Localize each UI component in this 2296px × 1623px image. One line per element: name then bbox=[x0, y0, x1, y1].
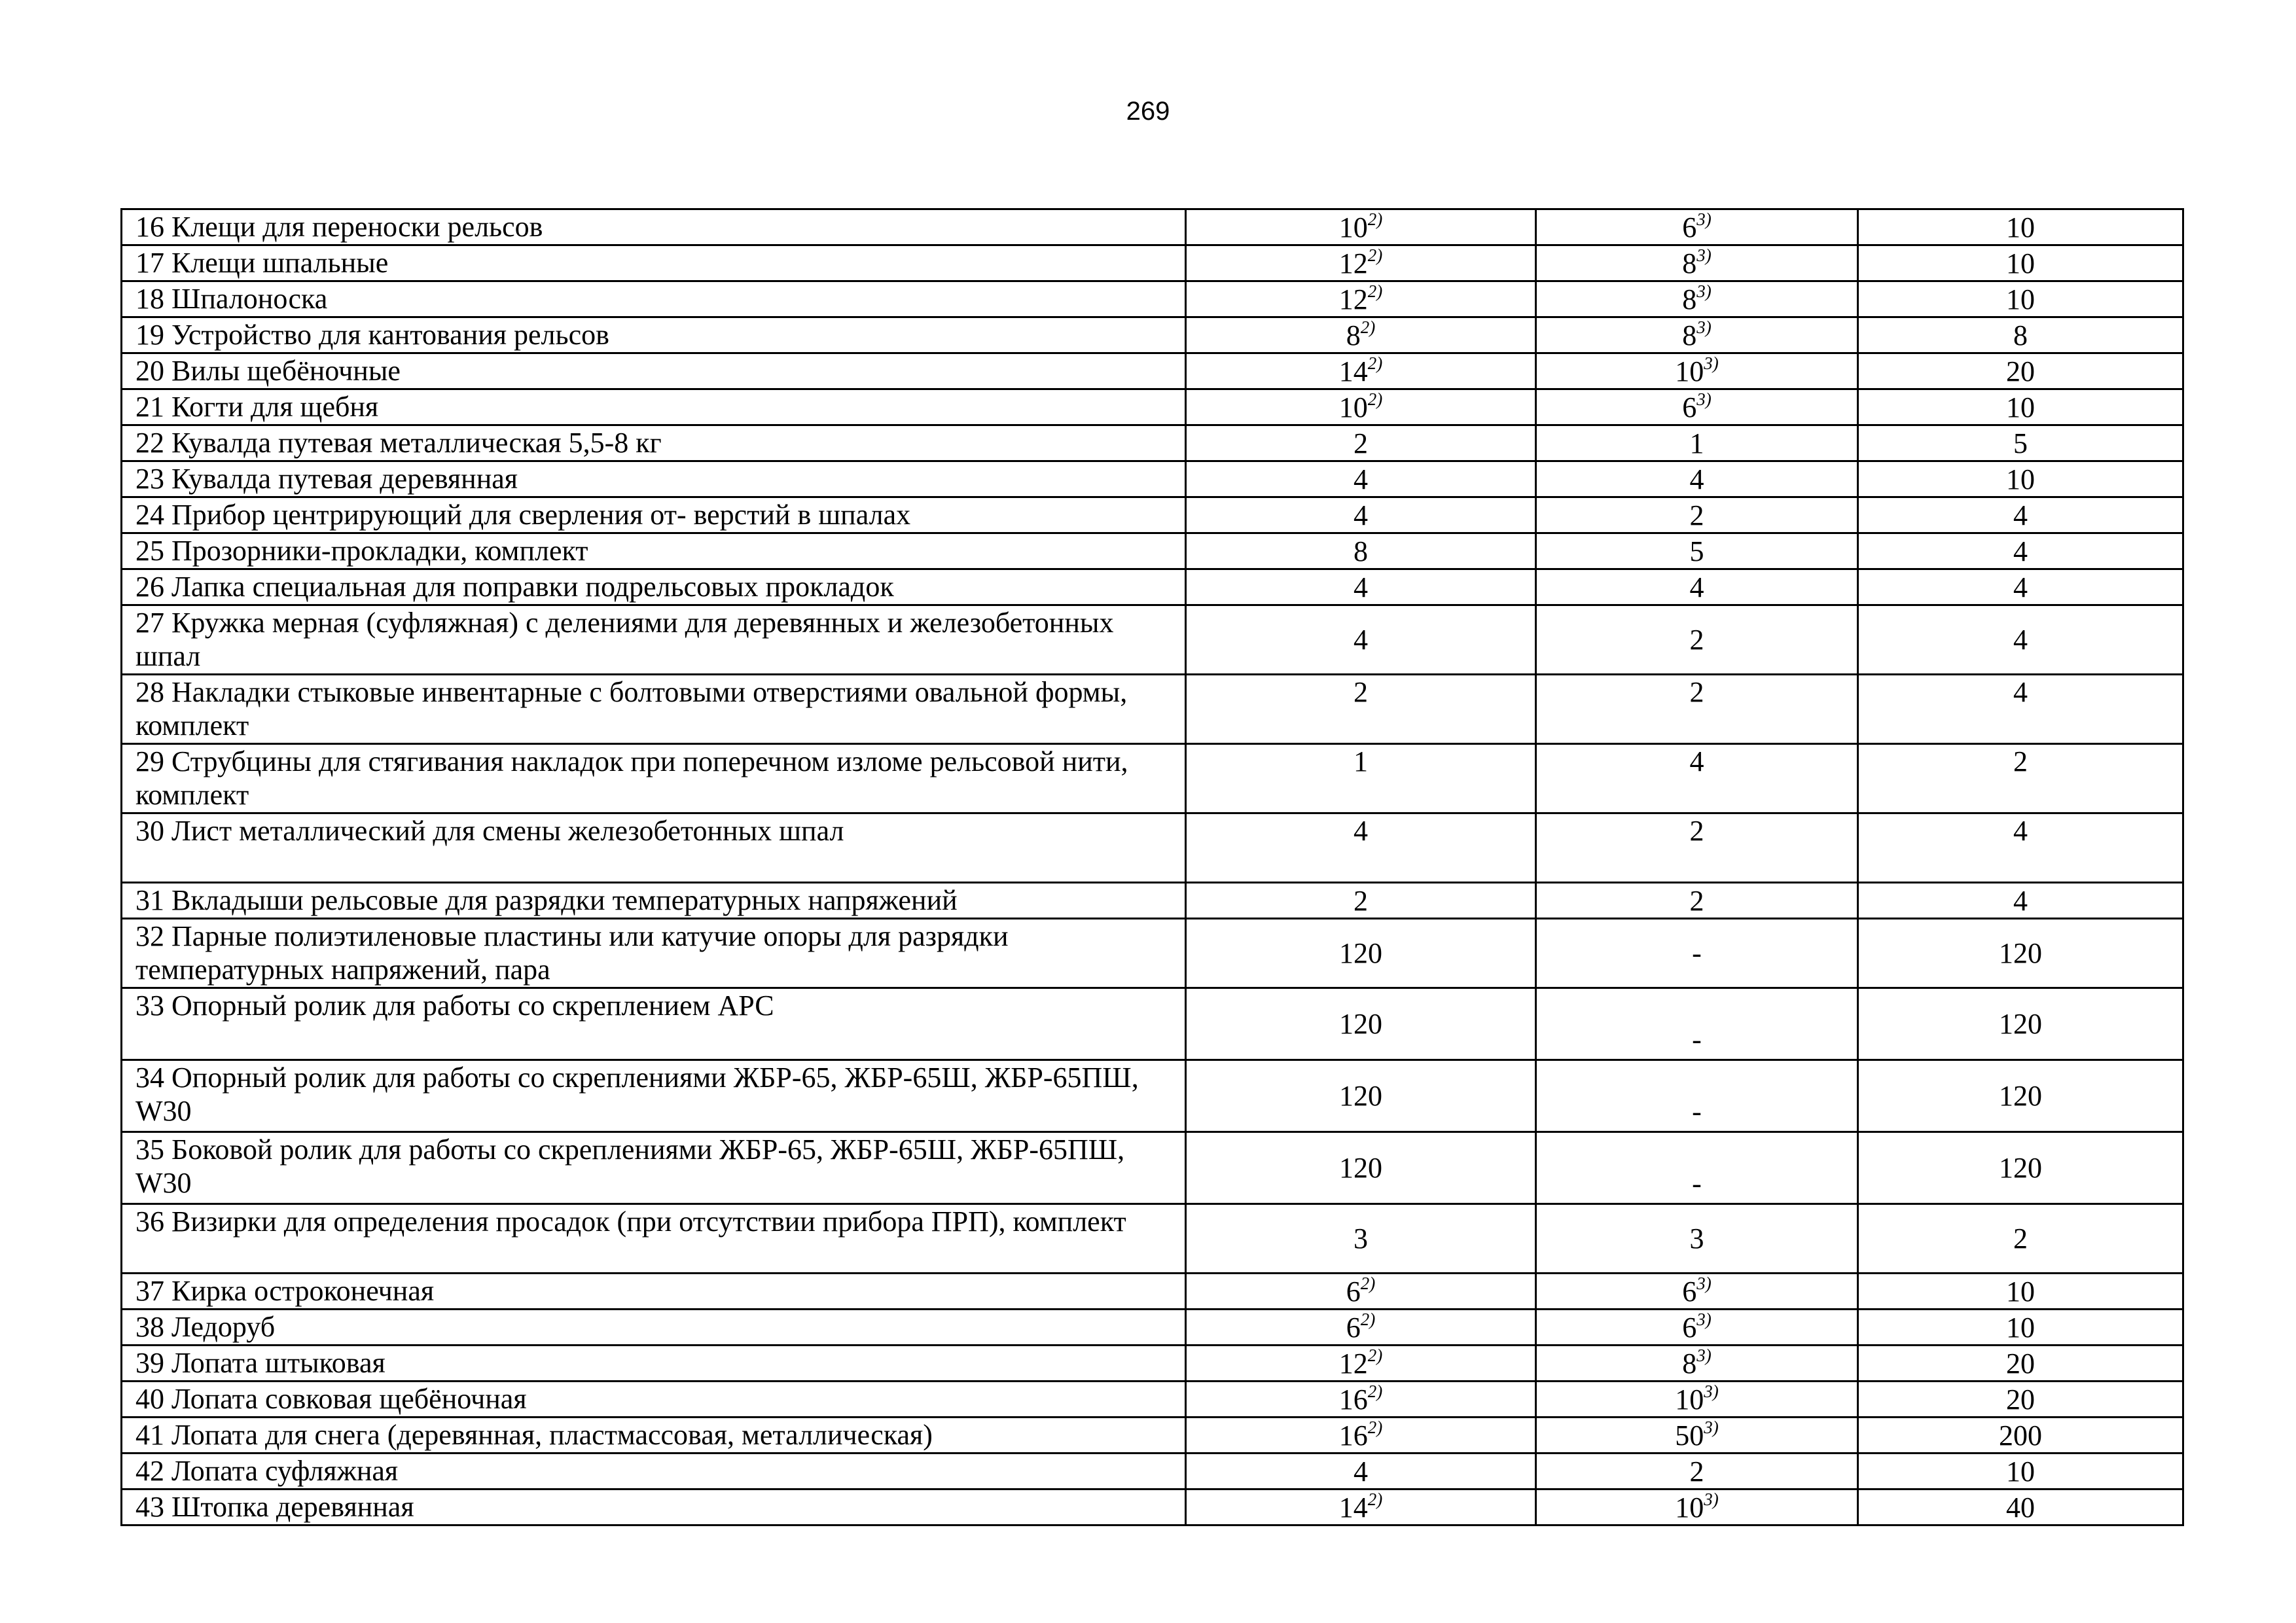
quantity-value: 6 bbox=[1682, 391, 1697, 423]
quantity-cell-a bbox=[1186, 389, 1536, 425]
quantity-value: 2 bbox=[1354, 884, 1368, 917]
quantity-cell-a bbox=[1186, 1346, 1536, 1382]
quantity-value: 6 bbox=[1346, 1275, 1361, 1308]
inventory-table-body bbox=[122, 209, 2183, 1525]
quantity-cell-c bbox=[1858, 533, 2183, 569]
table-row bbox=[122, 1382, 2183, 1418]
table-row bbox=[122, 317, 2183, 353]
footnote-mark: 3) bbox=[1696, 209, 1712, 229]
footnote-mark: 3) bbox=[1696, 281, 1712, 301]
quantity-value: 4 bbox=[1689, 463, 1704, 495]
quantity-value: 10 bbox=[2006, 1275, 2035, 1308]
quantity-value: 40 bbox=[2006, 1491, 2035, 1524]
quantity-value: 120 bbox=[1339, 1080, 1382, 1112]
table-row bbox=[122, 605, 2183, 675]
quantity-value: 20 bbox=[2006, 1347, 2035, 1380]
quantity-value: 1 bbox=[1689, 427, 1704, 459]
footnote-mark: 3) bbox=[1696, 245, 1712, 265]
quantity-value: 4 bbox=[1689, 571, 1704, 603]
quantity-cell-b bbox=[1536, 919, 1858, 988]
item-name-cell: 40 Лопата совковая щебёночная bbox=[122, 1382, 1186, 1418]
footnote-mark: 2) bbox=[1367, 281, 1383, 301]
quantity-value: - bbox=[1692, 937, 1702, 969]
item-name-cell: 27 Кружка мерная (суфляжная) с делениями для деревянных и железобетонных шпал bbox=[122, 605, 1186, 675]
quantity-value: 4 bbox=[1689, 745, 1704, 777]
quantity-value: 50 bbox=[1675, 1419, 1704, 1452]
quantity-cell-c bbox=[1858, 497, 2183, 533]
quantity-cell-a bbox=[1186, 1418, 1536, 1454]
item-name-cell: 21 Когти для щебня bbox=[122, 389, 1186, 425]
quantity-value: 10 bbox=[2006, 391, 2035, 423]
quantity-value: 120 bbox=[1999, 1152, 2042, 1184]
quantity-value: 12 bbox=[1338, 1347, 1368, 1380]
quantity-cell-a bbox=[1186, 245, 1536, 281]
quantity-value: 2 bbox=[1354, 676, 1368, 708]
quantity-cell-a bbox=[1186, 461, 1536, 497]
table-row bbox=[122, 1310, 2183, 1346]
quantity-cell-b bbox=[1536, 605, 1858, 675]
quantity-cell-c bbox=[1858, 675, 2183, 744]
quantity-cell-a bbox=[1186, 813, 1536, 883]
quantity-value: 2 bbox=[1689, 1455, 1704, 1488]
quantity-value: - bbox=[1692, 1024, 1702, 1056]
footnote-mark: 2) bbox=[1360, 1309, 1376, 1329]
quantity-cell-c bbox=[1858, 813, 2183, 883]
footnote-mark: 3) bbox=[1696, 1273, 1712, 1293]
inventory-table bbox=[120, 208, 2184, 1526]
quantity-value: 3 bbox=[1354, 1222, 1368, 1255]
quantity-value: - bbox=[1692, 1168, 1702, 1200]
quantity-value: 4 bbox=[1354, 571, 1368, 603]
quantity-cell-a bbox=[1186, 1454, 1536, 1489]
quantity-cell-a bbox=[1186, 744, 1536, 813]
quantity-cell-b bbox=[1536, 1204, 1858, 1274]
table-row bbox=[122, 1060, 2183, 1132]
quantity-cell-c bbox=[1858, 988, 2183, 1060]
footnote-mark: 2) bbox=[1360, 317, 1376, 337]
quantity-value: 120 bbox=[1339, 1008, 1382, 1040]
quantity-cell-b bbox=[1536, 569, 1858, 605]
table-row bbox=[122, 744, 2183, 813]
item-name-cell: 25 Прозорники-прокладки, комплект bbox=[122, 533, 1186, 569]
quantity-value: 2 bbox=[2013, 745, 2028, 777]
quantity-cell-b bbox=[1536, 675, 1858, 744]
quantity-cell-c bbox=[1858, 883, 2183, 919]
quantity-value: 200 bbox=[1999, 1419, 2042, 1452]
quantity-cell-c bbox=[1858, 1204, 2183, 1274]
quantity-cell-c bbox=[1858, 569, 2183, 605]
footnote-mark: 2) bbox=[1367, 1417, 1383, 1437]
quantity-value: - bbox=[1692, 1096, 1702, 1128]
table-row bbox=[122, 675, 2183, 744]
quantity-cell-c bbox=[1858, 389, 2183, 425]
quantity-value: 8 bbox=[1682, 1347, 1697, 1380]
quantity-value: 1 bbox=[1354, 745, 1368, 777]
quantity-cell-c bbox=[1858, 1060, 2183, 1132]
quantity-value: 4 bbox=[1354, 463, 1368, 495]
quantity-cell-b bbox=[1536, 497, 1858, 533]
quantity-value: 14 bbox=[1338, 355, 1368, 387]
item-name-cell: 35 Боковой ролик для работы со скреплениями ЖБР-65, ЖБР-65Ш, ЖБР-65ПШ, W30 bbox=[122, 1132, 1186, 1204]
item-name-cell: 43 Штопка деревянная bbox=[122, 1489, 1186, 1525]
item-name-cell: 20 Вилы щебёночные bbox=[122, 353, 1186, 389]
quantity-value: 20 bbox=[2006, 1383, 2035, 1416]
table-row bbox=[122, 1489, 2183, 1525]
quantity-value: 120 bbox=[1999, 1008, 2042, 1040]
quantity-cell-c bbox=[1858, 1454, 2183, 1489]
quantity-value: 10 bbox=[1675, 1383, 1704, 1416]
quantity-cell-c bbox=[1858, 1489, 2183, 1525]
quantity-cell-b bbox=[1536, 1060, 1858, 1132]
table-row bbox=[122, 1132, 2183, 1204]
quantity-value: 10 bbox=[2006, 247, 2035, 279]
item-name-cell: 17 Клещи шпальные bbox=[122, 245, 1186, 281]
footnote-mark: 2) bbox=[1367, 353, 1383, 373]
quantity-value: 8 bbox=[1346, 319, 1361, 351]
item-name-cell: 42 Лопата суфляжная bbox=[122, 1454, 1186, 1489]
item-name-cell: 18 Шпалоноска bbox=[122, 281, 1186, 317]
quantity-value: 10 bbox=[2006, 211, 2035, 243]
footnote-mark: 2) bbox=[1367, 1489, 1383, 1509]
quantity-cell-b bbox=[1536, 281, 1858, 317]
quantity-cell-b bbox=[1536, 1454, 1858, 1489]
table-row bbox=[122, 425, 2183, 461]
quantity-value: 10 bbox=[2006, 1311, 2035, 1344]
table-row bbox=[122, 533, 2183, 569]
footnote-mark: 2) bbox=[1367, 209, 1383, 229]
item-name-cell: 39 Лопата штыковая bbox=[122, 1346, 1186, 1382]
table-row bbox=[122, 1346, 2183, 1382]
quantity-cell-a bbox=[1186, 209, 1536, 245]
quantity-cell-b bbox=[1536, 1132, 1858, 1204]
quantity-cell-c bbox=[1858, 1274, 2183, 1310]
quantity-value: 2 bbox=[1689, 624, 1704, 656]
table-row bbox=[122, 461, 2183, 497]
quantity-cell-b bbox=[1536, 389, 1858, 425]
item-name-cell: 33 Опорный ролик для работы со скреплением АРС bbox=[122, 988, 1186, 1060]
item-name-cell: 16 Клещи для переноски рельсов bbox=[122, 209, 1186, 245]
quantity-value: 12 bbox=[1338, 247, 1368, 279]
quantity-cell-c bbox=[1858, 281, 2183, 317]
footnote-mark: 3) bbox=[1696, 1309, 1712, 1329]
quantity-value: 10 bbox=[2006, 283, 2035, 315]
quantity-cell-a bbox=[1186, 1489, 1536, 1525]
item-name-cell: 41 Лопата для снега (деревянная, пластмассовая, металлическая) bbox=[122, 1418, 1186, 1454]
quantity-cell-b bbox=[1536, 988, 1858, 1060]
quantity-value: 4 bbox=[2013, 571, 2028, 603]
quantity-cell-a bbox=[1186, 281, 1536, 317]
quantity-value: 10 bbox=[2006, 463, 2035, 495]
quantity-value: 12 bbox=[1338, 283, 1368, 315]
footnote-mark: 2) bbox=[1367, 389, 1383, 409]
table-row bbox=[122, 209, 2183, 245]
quantity-value: 2 bbox=[1689, 499, 1704, 531]
quantity-value: 6 bbox=[1682, 1311, 1697, 1344]
quantity-value: 120 bbox=[1339, 937, 1382, 969]
quantity-cell-b bbox=[1536, 1489, 1858, 1525]
quantity-cell-b bbox=[1536, 1274, 1858, 1310]
quantity-cell-a bbox=[1186, 317, 1536, 353]
quantity-cell-b bbox=[1536, 425, 1858, 461]
item-name-cell: 37 Кирка остроконечная bbox=[122, 1274, 1186, 1310]
quantity-cell-b bbox=[1536, 209, 1858, 245]
item-name-cell: 26 Лапка специальная для поправки подрельсовых прокладок bbox=[122, 569, 1186, 605]
quantity-cell-c bbox=[1858, 245, 2183, 281]
quantity-value: 8 bbox=[1682, 283, 1697, 315]
quantity-cell-c bbox=[1858, 919, 2183, 988]
quantity-value: 16 bbox=[1338, 1419, 1368, 1452]
quantity-value: 10 bbox=[1338, 211, 1368, 243]
quantity-cell-c bbox=[1858, 353, 2183, 389]
quantity-value: 20 bbox=[2006, 355, 2035, 387]
quantity-value: 2 bbox=[1689, 676, 1704, 708]
quantity-cell-c bbox=[1858, 1418, 2183, 1454]
footnote-mark: 3) bbox=[1696, 389, 1712, 409]
footnote-mark: 2) bbox=[1360, 1273, 1376, 1293]
item-name-cell: 34 Опорный ролик для работы со скреплениями ЖБР-65, ЖБР-65Ш, ЖБР-65ПШ, W30 bbox=[122, 1060, 1186, 1132]
quantity-cell-a bbox=[1186, 425, 1536, 461]
quantity-value: 8 bbox=[2013, 319, 2028, 351]
quantity-value: 2 bbox=[1689, 884, 1704, 917]
quantity-cell-b bbox=[1536, 744, 1858, 813]
quantity-cell-a bbox=[1186, 675, 1536, 744]
item-name-cell: 28 Накладки стыковые инвентарные с болтовыми отверстиями овальной формы, комплект bbox=[122, 675, 1186, 744]
quantity-value: 4 bbox=[1354, 815, 1368, 847]
table-row bbox=[122, 497, 2183, 533]
quantity-value: 4 bbox=[1354, 624, 1368, 656]
item-name-cell: 38 Ледоруб bbox=[122, 1310, 1186, 1346]
quantity-cell-a bbox=[1186, 988, 1536, 1060]
quantity-value: 10 bbox=[1675, 355, 1704, 387]
footnote-mark: 3) bbox=[1704, 1489, 1719, 1509]
quantity-cell-a bbox=[1186, 1060, 1536, 1132]
quantity-value: 8 bbox=[1682, 319, 1697, 351]
quantity-value: 2 bbox=[2013, 1222, 2028, 1255]
quantity-cell-a bbox=[1186, 1310, 1536, 1346]
quantity-cell-c bbox=[1858, 461, 2183, 497]
quantity-cell-b bbox=[1536, 1382, 1858, 1418]
quantity-value: 4 bbox=[1354, 499, 1368, 531]
quantity-value: 4 bbox=[2013, 815, 2028, 847]
footnote-mark: 2) bbox=[1367, 1345, 1383, 1365]
footnote-mark: 2) bbox=[1367, 1381, 1383, 1401]
quantity-value: 4 bbox=[2013, 499, 2028, 531]
quantity-cell-b bbox=[1536, 1346, 1858, 1382]
table-row bbox=[122, 1274, 2183, 1310]
item-name-cell: 23 Кувалда путевая деревянная bbox=[122, 461, 1186, 497]
quantity-value: 6 bbox=[1682, 211, 1697, 243]
quantity-cell-c bbox=[1858, 605, 2183, 675]
quantity-cell-b bbox=[1536, 1418, 1858, 1454]
quantity-cell-a bbox=[1186, 919, 1536, 988]
quantity-value: 6 bbox=[1346, 1311, 1361, 1344]
quantity-value: 16 bbox=[1338, 1383, 1368, 1416]
quantity-value: 120 bbox=[1999, 937, 2042, 969]
quantity-value: 5 bbox=[2013, 427, 2028, 459]
quantity-cell-a bbox=[1186, 353, 1536, 389]
table-row bbox=[122, 1454, 2183, 1489]
quantity-cell-b bbox=[1536, 461, 1858, 497]
quantity-value: 10 bbox=[1675, 1491, 1704, 1524]
quantity-cell-a bbox=[1186, 533, 1536, 569]
table-row bbox=[122, 281, 2183, 317]
table-row bbox=[122, 919, 2183, 988]
item-name-cell: 30 Лист металлический для смены железобетонных шпал bbox=[122, 813, 1186, 883]
footnote-mark: 3) bbox=[1704, 353, 1719, 373]
footnote-mark: 3) bbox=[1696, 317, 1712, 337]
quantity-cell-a bbox=[1186, 1274, 1536, 1310]
item-name-cell: 32 Парные полиэтиленовые пластины или катучие опоры для разрядки температурных напряжений, пара bbox=[122, 919, 1186, 988]
quantity-cell-a bbox=[1186, 883, 1536, 919]
quantity-cell-c bbox=[1858, 1382, 2183, 1418]
item-name-cell: 31 Вкладыши рельсовые для разрядки температурных напряжений bbox=[122, 883, 1186, 919]
quantity-cell-a bbox=[1186, 1132, 1536, 1204]
quantity-cell-b bbox=[1536, 317, 1858, 353]
table-row bbox=[122, 813, 2183, 883]
quantity-value: 8 bbox=[1354, 535, 1368, 567]
quantity-value: 14 bbox=[1338, 1491, 1368, 1524]
quantity-cell-b bbox=[1536, 883, 1858, 919]
quantity-value: 8 bbox=[1682, 247, 1697, 279]
item-name-cell: 29 Струбцины для стягивания накладок при поперечном изломе рельсовой нити, комплект bbox=[122, 744, 1186, 813]
table-row bbox=[122, 1418, 2183, 1454]
quantity-value: 2 bbox=[1689, 815, 1704, 847]
quantity-cell-c bbox=[1858, 425, 2183, 461]
quantity-cell-a bbox=[1186, 569, 1536, 605]
table-row bbox=[122, 569, 2183, 605]
quantity-cell-c bbox=[1858, 317, 2183, 353]
quantity-cell-c bbox=[1858, 1346, 2183, 1382]
quantity-cell-a bbox=[1186, 1382, 1536, 1418]
quantity-value: 10 bbox=[1338, 391, 1368, 423]
table-row bbox=[122, 1204, 2183, 1274]
quantity-cell-b bbox=[1536, 1310, 1858, 1346]
quantity-cell-c bbox=[1858, 1310, 2183, 1346]
item-name-cell: 36 Визирки для определения просадок (при отсутствии прибора ПРП), комплект bbox=[122, 1204, 1186, 1274]
quantity-value: 4 bbox=[2013, 624, 2028, 656]
quantity-cell-a bbox=[1186, 1204, 1536, 1274]
page-number: 269 bbox=[1126, 97, 1170, 126]
quantity-cell-b bbox=[1536, 533, 1858, 569]
quantity-value: 4 bbox=[1354, 1455, 1368, 1488]
table-row bbox=[122, 883, 2183, 919]
quantity-value: 4 bbox=[2013, 535, 2028, 567]
table-row bbox=[122, 988, 2183, 1060]
quantity-value: 10 bbox=[2006, 1455, 2035, 1488]
quantity-cell-a bbox=[1186, 605, 1536, 675]
quantity-cell-b bbox=[1536, 813, 1858, 883]
quantity-cell-a bbox=[1186, 497, 1536, 533]
quantity-value: 5 bbox=[1689, 535, 1704, 567]
quantity-value: 6 bbox=[1682, 1275, 1697, 1308]
quantity-value: 4 bbox=[2013, 676, 2028, 708]
quantity-cell-c bbox=[1858, 1132, 2183, 1204]
table-row bbox=[122, 389, 2183, 425]
table-row bbox=[122, 353, 2183, 389]
quantity-cell-b bbox=[1536, 353, 1858, 389]
item-name-cell: 19 Устройство для кантования рельсов bbox=[122, 317, 1186, 353]
quantity-value: 3 bbox=[1689, 1222, 1704, 1255]
table-row bbox=[122, 245, 2183, 281]
quantity-value: 4 bbox=[2013, 884, 2028, 917]
footnote-mark: 2) bbox=[1367, 245, 1383, 265]
quantity-value: 120 bbox=[1999, 1080, 2042, 1112]
quantity-value: 2 bbox=[1354, 427, 1368, 459]
item-name-cell: 22 Кувалда путевая металлическая 5,5-8 кг bbox=[122, 425, 1186, 461]
footnote-mark: 3) bbox=[1696, 1345, 1712, 1365]
footnote-mark: 3) bbox=[1704, 1417, 1719, 1437]
quantity-value: 120 bbox=[1339, 1152, 1382, 1184]
quantity-cell-b bbox=[1536, 245, 1858, 281]
footnote-mark: 3) bbox=[1704, 1381, 1719, 1401]
quantity-cell-c bbox=[1858, 209, 2183, 245]
quantity-cell-c bbox=[1858, 744, 2183, 813]
item-name-cell: 24 Прибор центрирующий для сверления от- верстий в шпалах bbox=[122, 497, 1186, 533]
